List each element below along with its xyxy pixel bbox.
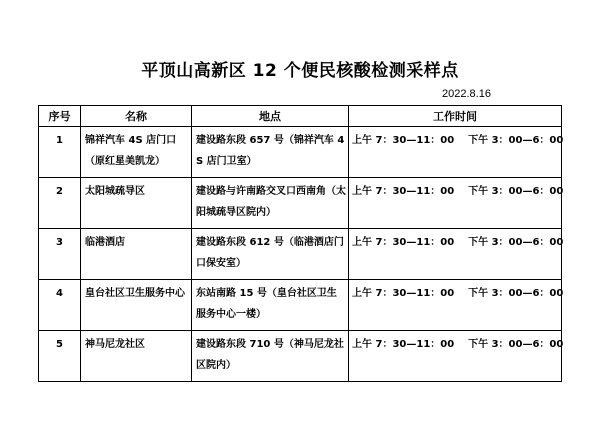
table-row	[39, 331, 562, 382]
row-name: 临港酒店	[81, 229, 192, 280]
row-location: 东站南路 15 号（皇台社区卫生服务中心一楼）	[192, 280, 349, 331]
header-name: 名称	[81, 106, 192, 127]
header-hours: 工作时间	[349, 106, 562, 127]
row-name: 锦祥汽车 4S 店门口（原红星美凯龙）	[81, 127, 192, 178]
row-name: 皇台社区卫生服务中心	[81, 280, 192, 331]
table-header-row	[39, 106, 562, 127]
row-hours: 上午 7：30—11：00 下午 3：00—6：00	[349, 229, 562, 280]
table-row	[39, 127, 562, 178]
table-row	[39, 229, 562, 280]
row-index: 4	[39, 280, 81, 331]
row-index: 1	[39, 127, 81, 178]
row-index: 3	[39, 229, 81, 280]
row-location: 建设路与许南路交叉口西南角（太阳城疏导区院内）	[192, 178, 349, 229]
row-name: 太阳城疏导区	[81, 178, 192, 229]
row-hours: 上午 7：30—11：00 下午 3：00—6：00	[349, 331, 562, 382]
header-index: 序号	[39, 106, 81, 127]
document-date: 2022.8.16	[442, 88, 491, 100]
row-index: 5	[39, 331, 81, 382]
table-row	[39, 280, 562, 331]
row-hours: 上午 7：30—11：00 下午 3：00—6：00	[349, 127, 562, 178]
header-location: 地点	[192, 106, 349, 127]
sampling-sites-table	[38, 105, 562, 382]
row-hours: 上午 7：30—11：00 下午 3：00—6：00	[349, 178, 562, 229]
page-title: 平顶山高新区 12 个便民核酸检测采样点	[141, 61, 459, 81]
table-row	[39, 178, 562, 229]
row-location: 建设路东段 710 号（神马尼龙社区院内）	[192, 331, 349, 382]
row-location: 建设路东段 612 号（临港酒店门口保安室）	[192, 229, 349, 280]
row-location: 建设路东段 657 号（锦祥汽车 4S 店门卫室）	[192, 127, 349, 178]
row-name: 神马尼龙社区	[81, 331, 192, 382]
row-hours: 上午 7：30—11：00 下午 3：00—6：00	[349, 280, 562, 331]
row-index: 2	[39, 178, 81, 229]
